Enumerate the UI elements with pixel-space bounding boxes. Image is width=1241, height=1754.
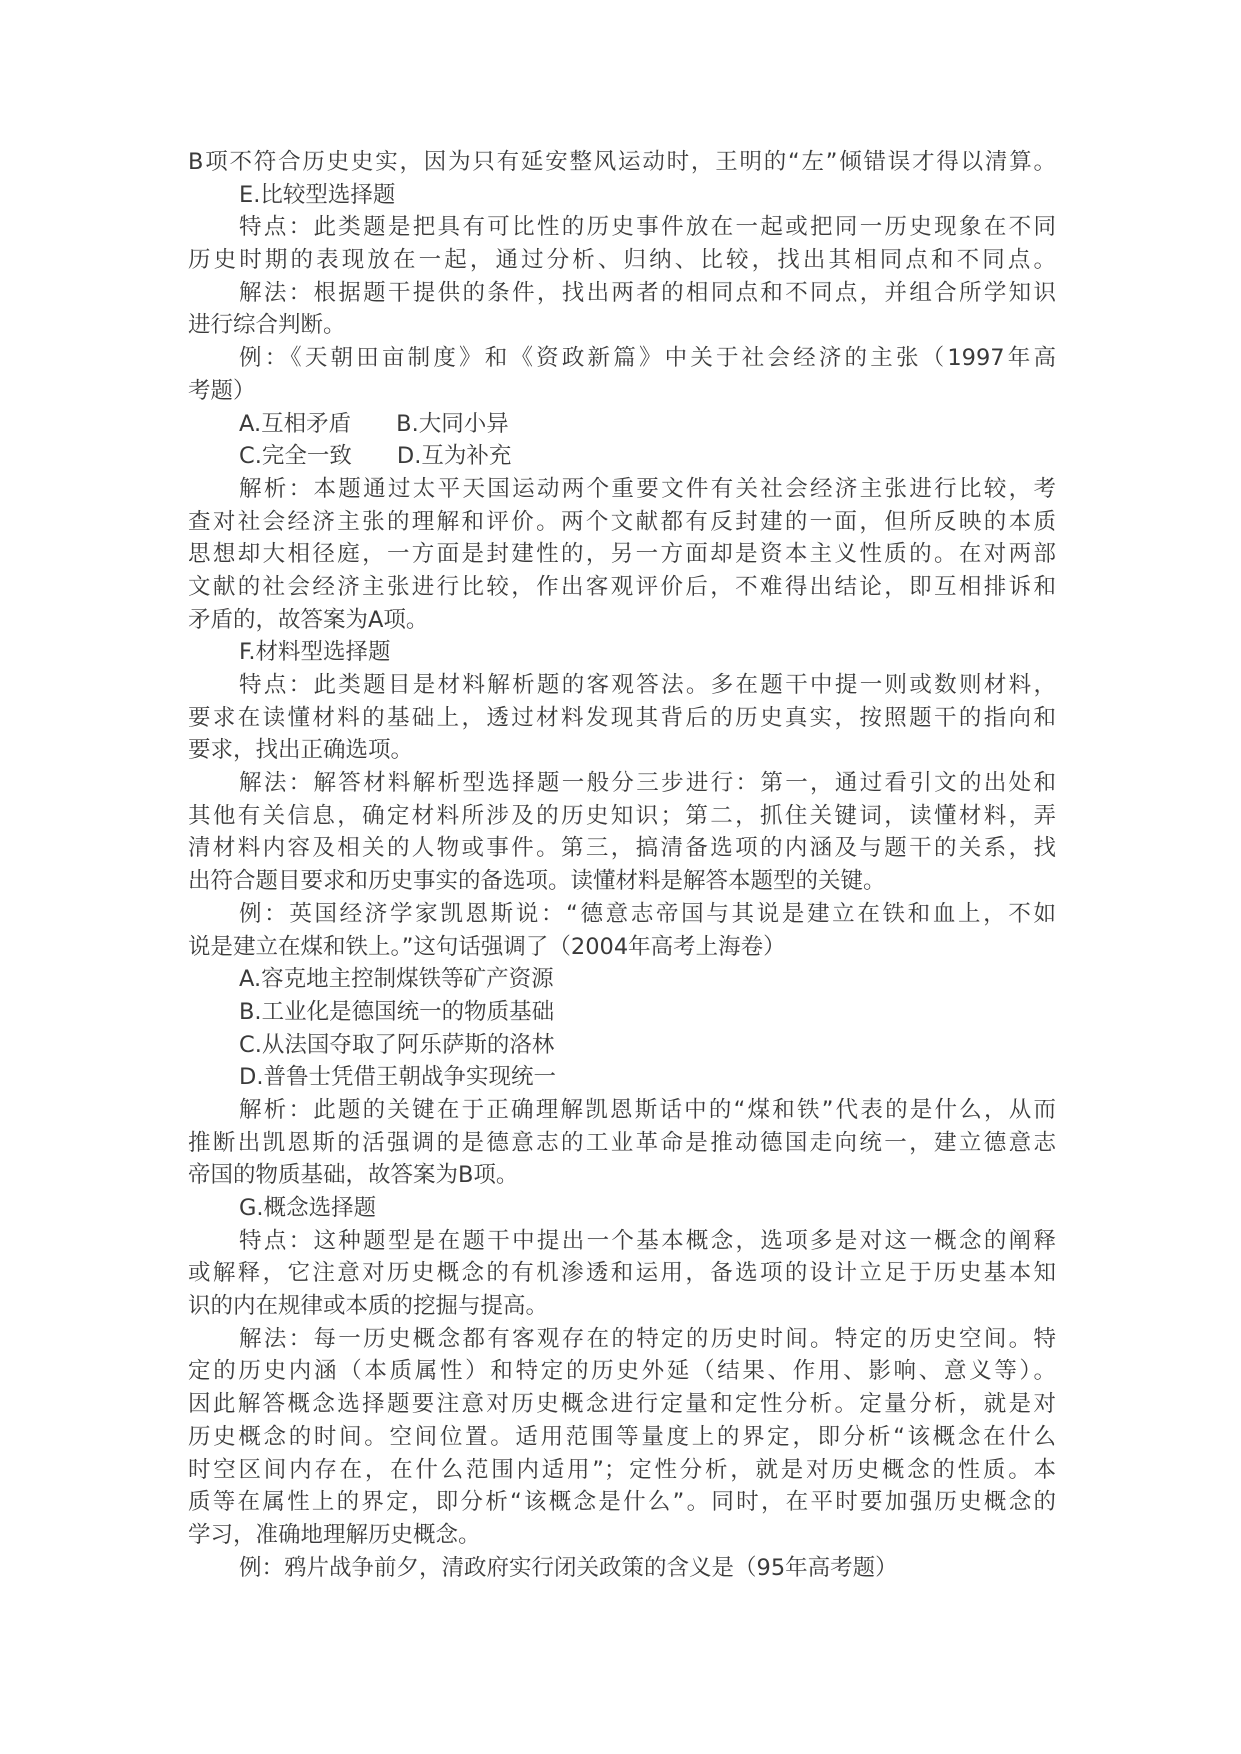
- text-line: 查对社会经济主张的理解和评价。两个文献都有反封建的一面，但所反映的本质: [188, 508, 1056, 535]
- text-line: F.材料型选择题: [239, 639, 391, 666]
- text-line: 历史概念的时间。空间位置。适用范围等量度上的界定，即分析“该概念在什么: [188, 1423, 1056, 1450]
- text-line: 学习，准确地理解历史概念。: [188, 1521, 481, 1548]
- text-line: 解析：此题的关键在于正确理解凯恩斯话中的“煤和铁”代表的是什么，从而: [239, 1096, 1056, 1123]
- text-line: 考题）: [188, 377, 256, 404]
- text-line: 定的历史内涵（本质属性）和特定的历史外延（结果、作用、影响、意义等）。: [188, 1358, 1056, 1385]
- text-line: 推断出凯恩斯的活强调的是德意志的工业革命是推动德国走向统一，建立德意志: [188, 1129, 1056, 1156]
- text-line: E.比较型选择题: [239, 181, 396, 208]
- text-line: 例：英国经济学家凯恩斯说：“德意志帝国与其说是建立在铁和血上，不如: [239, 900, 1056, 927]
- text-line: 帝国的物质基础，故答案为B项。: [188, 1162, 519, 1189]
- text-line: 解法：每一历史概念都有客观存在的特定的历史时间。特定的历史空间。特: [239, 1325, 1056, 1352]
- text-line: B项不符合历史史实，因为只有延安整风运动时，王明的“左”倾错误才得以清算。: [188, 149, 1056, 175]
- text-line: 解法：解答材料解析型选择题一般分三步进行：第一，通过看引文的出处和: [239, 770, 1056, 797]
- text-line: 识的内在规律或本质的挖掘与提高。: [188, 1293, 549, 1320]
- text-line: 例：鸦片战争前夕，清政府实行闭关政策的含义是（95年高考题）: [239, 1554, 898, 1581]
- text-line: D.普鲁士凭借王朝战争实现统一: [239, 1064, 556, 1091]
- text-line: 因此解答概念选择题要注意对历史概念进行定量和定性分析。定量分析，就是对: [188, 1391, 1056, 1418]
- text-line: 特点：此类题是把具有可比性的历史事件放在一起或把同一历史现象在不同: [239, 214, 1056, 241]
- text-line: 历史时期的表现放在一起，通过分析、归纳、比较，找出其相同点和不同点。: [188, 247, 1056, 274]
- text-line: 文献的社会经济主张进行比较，作出客观评价后，不难得出结论，即互相排诉和: [188, 573, 1056, 600]
- text-line: A.互相矛盾 B.大同小异: [239, 410, 509, 437]
- text-line: 特点：这种题型是在题干中提出一个基本概念，选项多是对这一概念的阐释: [239, 1227, 1056, 1254]
- text-line: C.完全一致 D.互为补充: [239, 443, 512, 470]
- text-line: 说是建立在煤和铁上。”这句话强调了（2004年高考上海卷）: [188, 933, 786, 960]
- text-line: 例：《天朝田亩制度》和《资政新篇》中关于社会经济的主张（1997年高: [239, 345, 1056, 372]
- text-line: 或解释，它注意对历史概念的有机渗透和运用，备选项的设计立足于历史基本知: [188, 1260, 1056, 1287]
- text-line: 矛盾的，故答案为A项。: [188, 606, 429, 633]
- text-line: 质等在属性上的界定，即分析“该概念是什么”。同时，在平时要加强历史概念的: [188, 1489, 1056, 1516]
- text-line: 其他有关信息，确定材料所涉及的历史知识；第二，抓住关键词，读懂材料，弄: [188, 802, 1056, 829]
- text-line: 要求在读懂材料的基础上，透过材料发现其背后的历史真实，按照题干的指向和: [188, 704, 1056, 731]
- text-line: C.从法国夺取了阿乐萨斯的洛林: [239, 1031, 555, 1058]
- text-line: 思想却大相径庭，一方面是封建性的，另一方面却是资本主义性质的。在对两部: [188, 541, 1056, 568]
- text-line: 解法：根据题干提供的条件，找出两者的相同点和不同点，并组合所学知识: [239, 279, 1056, 306]
- text-line: 时空区间内存在，在什么范围内适用”；定性分析，就是对历史概念的性质。本: [188, 1456, 1056, 1483]
- text-line: 特点：此类题目是材料解析题的客观答法。多在题干中提一则或数则材料，: [239, 672, 1056, 698]
- text-line: G.概念选择题: [239, 1195, 377, 1221]
- text-line: B.工业化是德国统一的物质基础: [239, 998, 555, 1025]
- text-line: 出符合题目要求和历史事实的备选项。读懂材料是解答本题型的关键。: [188, 868, 886, 895]
- document-page: [188, 146, 1056, 1584]
- text-line: 要求，找出正确选项。: [188, 737, 414, 764]
- text-line: 清材料内容及相关的人物或事件。第三，搞清备选项的内涵及与题干的关系，找: [188, 835, 1056, 862]
- text-line: 进行综合判断。: [188, 312, 346, 339]
- text-line: 解析：本题通过太平天国运动两个重要文件有关社会经济主张进行比较，考: [239, 475, 1056, 502]
- text-line: A.容克地主控制煤铁等矿产资源: [239, 966, 554, 993]
